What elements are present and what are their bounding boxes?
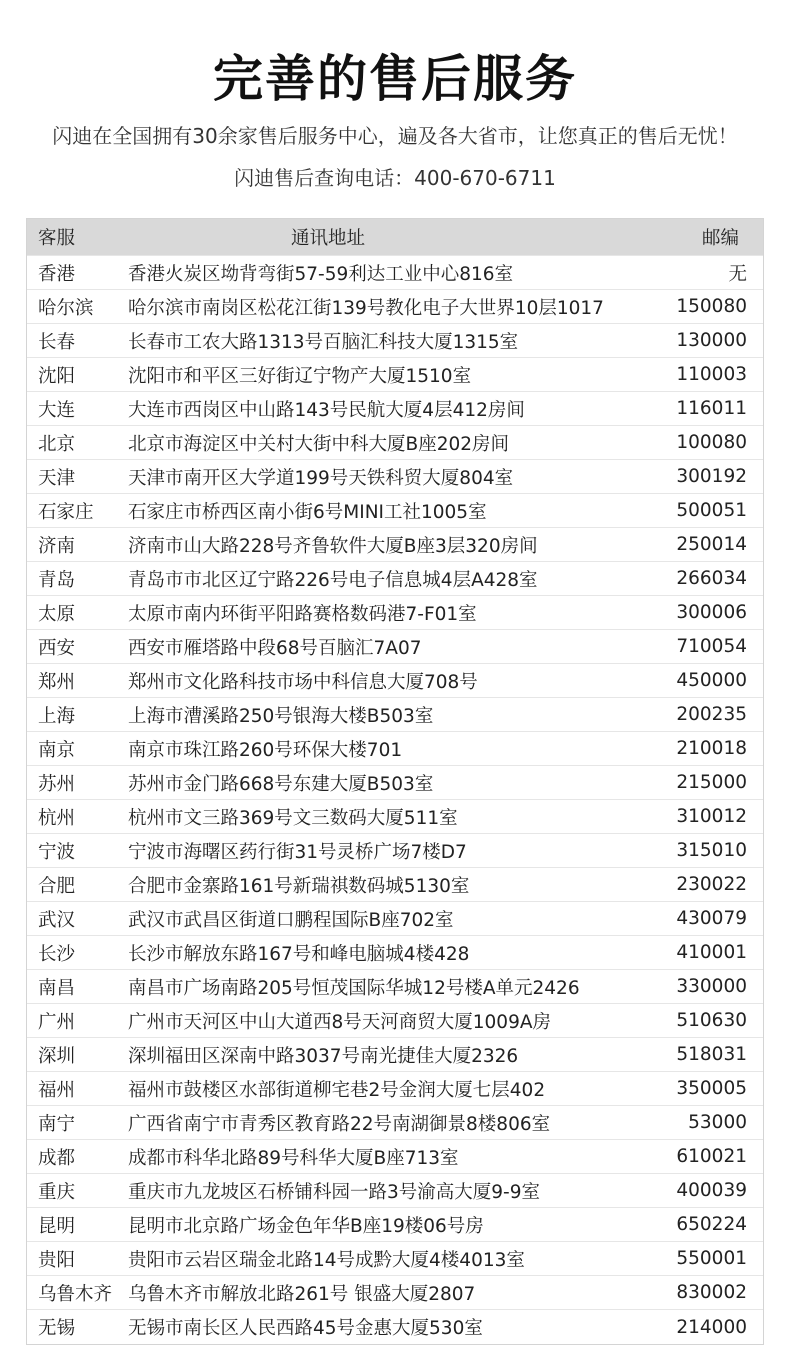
zip-cell: 266034 — [676, 568, 747, 589]
city-cell: 哈尔滨 — [38, 297, 94, 319]
table-row — [27, 800, 763, 834]
city-cell: 广州 — [38, 1011, 76, 1033]
zip-cell: 710054 — [676, 636, 747, 657]
city-cell: 沈阳 — [38, 365, 76, 387]
zip-cell: 250014 — [676, 534, 747, 555]
table-row — [27, 392, 763, 426]
zip-cell: 510630 — [676, 1010, 747, 1031]
zip-cell: 116011 — [676, 398, 747, 419]
address-cell: 合肥市金寨路161号新瑞祺数码城5130室 — [128, 875, 470, 897]
table-row — [27, 970, 763, 1004]
table-row — [27, 732, 763, 766]
table-row — [27, 630, 763, 664]
table-row — [27, 1276, 763, 1310]
table-header-row — [27, 219, 763, 256]
table-row — [27, 834, 763, 868]
city-cell: 贵阳 — [38, 1249, 76, 1271]
zip-cell: 300006 — [676, 602, 747, 623]
address-cell: 哈尔滨市南岗区松花江街139号教化电子大世界10层1017 — [128, 297, 604, 319]
address-cell: 深圳福田区深南中路3037号南光捷佳大厦2326 — [128, 1045, 519, 1067]
city-cell: 上海 — [38, 705, 76, 727]
table-row — [27, 1140, 763, 1174]
city-cell: 合肥 — [38, 875, 76, 897]
city-cell: 苏州 — [38, 773, 76, 795]
address-cell: 太原市南内环街平阳路赛格数码港7-F01室 — [128, 603, 477, 625]
address-cell: 北京市海淀区中关村大街中科大厦B座202房间 — [128, 433, 510, 455]
city-cell: 宁波 — [38, 841, 76, 863]
city-cell: 济南 — [38, 535, 76, 557]
address-cell: 天津市南开区大学道199号天铁科贸大厦804室 — [128, 467, 514, 489]
zip-cell: 450000 — [676, 670, 747, 691]
table-row — [27, 902, 763, 936]
zip-cell: 330000 — [676, 976, 747, 997]
city-cell: 深圳 — [38, 1045, 76, 1067]
table-row — [27, 494, 763, 528]
zip-cell: 650224 — [676, 1214, 747, 1235]
city-cell: 杭州 — [38, 807, 76, 829]
table-row — [27, 1004, 763, 1038]
address-cell: 广西省南宁市青秀区教育路22号南湖御景8楼806室 — [128, 1113, 551, 1135]
address-cell: 贵阳市云岩区瑞金北路14号成黔大厦4楼4013室 — [128, 1249, 525, 1271]
address-cell: 苏州市金门路668号东建大厦B503室 — [128, 773, 434, 795]
service-center-table — [26, 218, 764, 1345]
address-cell: 长春市工农大路1313号百脑汇科技大厦1315室 — [128, 331, 519, 353]
table-row — [27, 1106, 763, 1140]
table-row — [27, 358, 763, 392]
city-cell: 南京 — [38, 739, 76, 761]
city-cell: 武汉 — [38, 909, 76, 931]
address-cell: 西安市雁塔路中段68号百脑汇7A07 — [128, 637, 422, 659]
city-cell: 大连 — [38, 399, 76, 421]
city-cell: 昆明 — [38, 1215, 76, 1237]
table-row — [27, 324, 763, 358]
table-row — [27, 1072, 763, 1106]
address-cell: 无锡市南长区人民西路45号金惠大厦530室 — [128, 1318, 483, 1339]
table-row — [27, 936, 763, 970]
zip-cell: 230022 — [676, 874, 747, 895]
zip-cell: 610021 — [676, 1146, 747, 1167]
address-cell: 香港火炭区坳背弯街57-59利达工业中心816室 — [128, 263, 514, 285]
city-cell: 石家庄 — [38, 501, 94, 523]
city-cell: 长春 — [38, 331, 76, 353]
address-cell: 南昌市广场南路205号恒茂国际华城12号楼A单元2426 — [128, 977, 580, 999]
zip-cell: 100080 — [676, 432, 747, 453]
address-cell: 大连市西岗区中山路143号民航大厦4层412房间 — [128, 399, 525, 421]
address-cell: 石家庄市桥西区南小街6号MINI工社1005室 — [128, 501, 487, 523]
address-cell: 武汉市武昌区街道口鹏程国际B座702室 — [128, 909, 454, 931]
table-row — [27, 1310, 763, 1344]
address-cell: 重庆市九龙坡区石桥铺科园一路3号渝高大厦9-9室 — [128, 1181, 540, 1203]
zip-cell: 430079 — [676, 908, 747, 929]
table-row — [27, 664, 763, 698]
table-row — [27, 1208, 763, 1242]
page-title: 完善的售后服务 — [213, 50, 577, 108]
zip-cell: 400039 — [676, 1180, 747, 1201]
address-cell: 济南市山大路228号齐鲁软件大厦B座3层320房间 — [128, 535, 538, 557]
city-cell: 天津 — [38, 467, 76, 489]
service-hotline: 闪迪售后查询电话：400-670-6711 — [234, 166, 556, 190]
city-cell: 郑州 — [38, 671, 76, 693]
zip-cell: 215000 — [676, 772, 747, 793]
zip-cell: 830002 — [676, 1282, 747, 1303]
address-cell: 长沙市解放东路167号和峰电脑城4楼428 — [128, 943, 470, 965]
table-row — [27, 868, 763, 902]
zip-cell: 410001 — [676, 942, 747, 963]
zip-cell: 550001 — [676, 1248, 747, 1269]
city-cell: 成都 — [38, 1147, 76, 1169]
header-city: 客服 — [38, 228, 76, 249]
city-cell: 南昌 — [38, 977, 76, 999]
zip-cell: 130000 — [676, 330, 747, 351]
address-cell: 乌鲁木齐市解放北路261号 银盛大厦2807 — [128, 1283, 476, 1305]
city-cell: 青岛 — [38, 569, 76, 591]
table-row — [27, 1038, 763, 1072]
zip-cell: 110003 — [676, 364, 747, 385]
zip-cell: 350005 — [676, 1078, 747, 1099]
city-cell: 南宁 — [38, 1113, 76, 1135]
city-cell: 福州 — [38, 1079, 76, 1101]
zip-cell: 214000 — [676, 1316, 747, 1338]
city-cell: 北京 — [38, 433, 76, 455]
city-cell: 乌鲁木齐 — [38, 1283, 113, 1305]
table-row — [27, 256, 763, 290]
city-cell: 重庆 — [38, 1181, 76, 1203]
table-row — [27, 460, 763, 494]
city-cell: 太原 — [38, 603, 76, 625]
subtitle-text: 闪迪在全国拥有30余家售后服务中心，遍及各大省市，让您真正的售后无忧！ — [52, 124, 738, 148]
zip-cell: 315010 — [676, 840, 747, 861]
city-cell: 西安 — [38, 637, 76, 659]
table-row — [27, 562, 763, 596]
table-row — [27, 528, 763, 562]
zip-cell: 300192 — [676, 466, 747, 487]
address-cell: 南京市珠江路260号环保大楼701 — [128, 739, 403, 761]
address-cell: 郑州市文化路科技市场中科信息大厦708号 — [128, 671, 478, 693]
table-row — [27, 1242, 763, 1276]
table-row — [27, 1174, 763, 1208]
table-row — [27, 290, 763, 324]
address-cell: 沈阳市和平区三好街辽宁物产大厦1510室 — [128, 365, 472, 387]
zip-cell: 无 — [728, 263, 747, 285]
address-cell: 杭州市文三路369号文三数码大厦511室 — [128, 807, 458, 829]
zip-cell: 53000 — [688, 1112, 747, 1133]
zip-cell: 310012 — [676, 806, 747, 827]
zip-cell: 518031 — [676, 1044, 747, 1065]
address-cell: 成都市科华北路89号科华大厦B座713室 — [128, 1147, 459, 1169]
zip-cell: 210018 — [676, 738, 747, 759]
table-row — [27, 426, 763, 460]
table-row — [27, 596, 763, 630]
table-row — [27, 766, 763, 800]
city-cell: 无锡 — [38, 1318, 76, 1339]
table-row — [27, 698, 763, 732]
zip-cell: 500051 — [676, 500, 747, 521]
address-cell: 宁波市海曙区药行街31号灵桥广场7楼D7 — [128, 841, 467, 863]
address-cell: 福州市鼓楼区水部街道柳宅巷2号金润大厦七层402 — [128, 1079, 546, 1101]
table-body — [27, 256, 763, 1344]
header-address: 通讯地址 — [291, 228, 366, 249]
address-cell: 广州市天河区中山大道西8号天河商贸大厦1009A房 — [128, 1011, 552, 1033]
address-cell: 昆明市北京路广场金色年华B座19楼06号房 — [128, 1215, 484, 1237]
header-zip: 邮编 — [701, 228, 739, 249]
city-cell: 长沙 — [38, 943, 76, 965]
address-cell: 上海市漕溪路250号银海大楼B503室 — [128, 705, 434, 727]
city-cell: 香港 — [38, 263, 76, 285]
zip-cell: 150080 — [676, 296, 747, 317]
zip-cell: 200235 — [676, 704, 747, 725]
address-cell: 青岛市市北区辽宁路226号电子信息城4层A428室 — [128, 569, 538, 591]
